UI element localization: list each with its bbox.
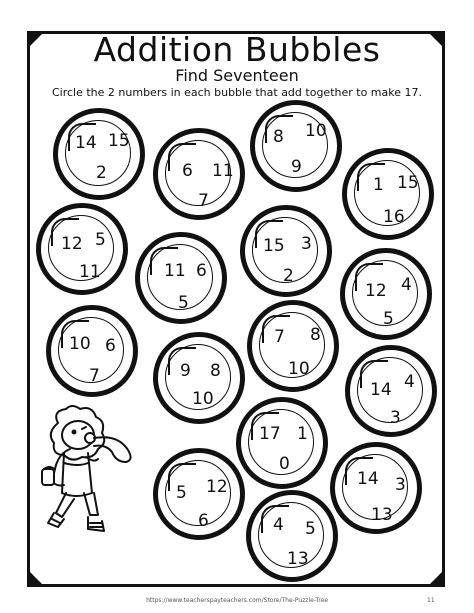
bubble-number[interactable]: 8 xyxy=(310,325,321,345)
bubble-number[interactable]: 15 xyxy=(108,131,130,151)
instructions-text: Circle the 2 numbers in each bubble that add together to make 17. xyxy=(51,86,422,99)
bubble-6 xyxy=(135,232,227,324)
bubble-number[interactable]: 6 xyxy=(196,261,207,281)
bubble-15 xyxy=(330,442,422,534)
bubble-14 xyxy=(153,448,245,540)
bubble-number[interactable]: 3 xyxy=(390,408,401,428)
bubble-3 xyxy=(250,100,342,192)
bubble-number[interactable]: 8 xyxy=(210,361,221,381)
bubble-number[interactable]: 7 xyxy=(274,327,285,347)
bubble-4 xyxy=(342,148,434,240)
bubble-12 xyxy=(345,345,437,437)
bubble-8 xyxy=(340,248,432,340)
bubble-number[interactable]: 10 xyxy=(288,359,310,379)
bubble-number[interactable]: 13 xyxy=(371,505,393,525)
bubble-number[interactable]: 6 xyxy=(198,511,209,531)
bubble-number[interactable]: 2 xyxy=(96,163,107,183)
bubble-number[interactable]: 5 xyxy=(383,309,394,329)
bubble-number[interactable]: 5 xyxy=(95,230,106,250)
bubble-number[interactable]: 12 xyxy=(61,234,83,254)
bubble-number[interactable]: 9 xyxy=(291,157,302,177)
bubble-number[interactable]: 10 xyxy=(305,121,327,141)
bubble-number[interactable]: 14 xyxy=(357,469,379,489)
bubble-10 xyxy=(153,332,245,424)
bubble-7 xyxy=(240,205,332,297)
bubble-number[interactable]: 4 xyxy=(273,515,284,535)
bubble-number[interactable]: 9 xyxy=(180,361,191,381)
bubble-number[interactable]: 10 xyxy=(192,389,214,409)
bubble-number[interactable]: 5 xyxy=(305,519,316,539)
bubble-13 xyxy=(236,397,328,489)
bubble-number[interactable]: 5 xyxy=(178,293,189,313)
bubble-9 xyxy=(46,305,138,397)
bubble-number[interactable]: 13 xyxy=(287,549,309,569)
bubble-number[interactable]: 12 xyxy=(365,281,387,301)
bubble-number[interactable]: 2 xyxy=(283,266,294,286)
bubble-number[interactable]: 14 xyxy=(75,133,97,153)
bubble-number[interactable]: 7 xyxy=(198,191,209,211)
bubble-number[interactable]: 8 xyxy=(273,127,284,147)
bubble-number[interactable]: 15 xyxy=(263,236,285,256)
bubble-5 xyxy=(36,203,128,295)
page-number: 11 xyxy=(427,597,435,604)
corner-decoration-bottom-left xyxy=(27,569,45,587)
bubble-number[interactable]: 16 xyxy=(383,207,405,227)
bubble-number[interactable]: 17 xyxy=(259,424,281,444)
bubble-number[interactable]: 10 xyxy=(69,334,91,354)
bubble-11 xyxy=(247,300,339,392)
bubble-number[interactable]: 7 xyxy=(89,366,100,386)
bubble-number[interactable]: 15 xyxy=(397,173,419,193)
bubble-number[interactable]: 11 xyxy=(79,262,101,282)
footer-url: https://www.teacherspayteachers.com/Store/The-Puzzle-Tree xyxy=(146,597,328,604)
page-title: Addition Bubbles xyxy=(93,30,381,69)
bubble-number[interactable]: 1 xyxy=(373,175,384,195)
bubble-number[interactable]: 6 xyxy=(105,336,116,356)
bubble-number[interactable]: 6 xyxy=(182,161,193,181)
bubble-number[interactable]: 11 xyxy=(164,261,186,281)
bubble-16 xyxy=(246,490,338,582)
bubble-number[interactable]: 14 xyxy=(370,380,392,400)
bubble-number[interactable]: 3 xyxy=(395,475,406,495)
child-blowing-bubbles-illustration xyxy=(30,405,140,545)
corner-decoration-bottom-right xyxy=(427,569,445,587)
page-subtitle: Find Seventeen xyxy=(175,66,299,85)
bubble-number[interactable]: 1 xyxy=(297,424,308,444)
bubble-number[interactable]: 4 xyxy=(404,372,415,392)
bubble-number[interactable]: 5 xyxy=(176,483,187,503)
bubble-1 xyxy=(53,108,145,200)
bubble-number[interactable]: 0 xyxy=(279,454,290,474)
bubble-number[interactable]: 11 xyxy=(212,161,234,181)
bubble-number[interactable]: 3 xyxy=(301,234,312,254)
bubble-2 xyxy=(153,128,245,220)
bubble-number[interactable]: 12 xyxy=(206,477,228,497)
bubble-number[interactable]: 4 xyxy=(401,275,412,295)
